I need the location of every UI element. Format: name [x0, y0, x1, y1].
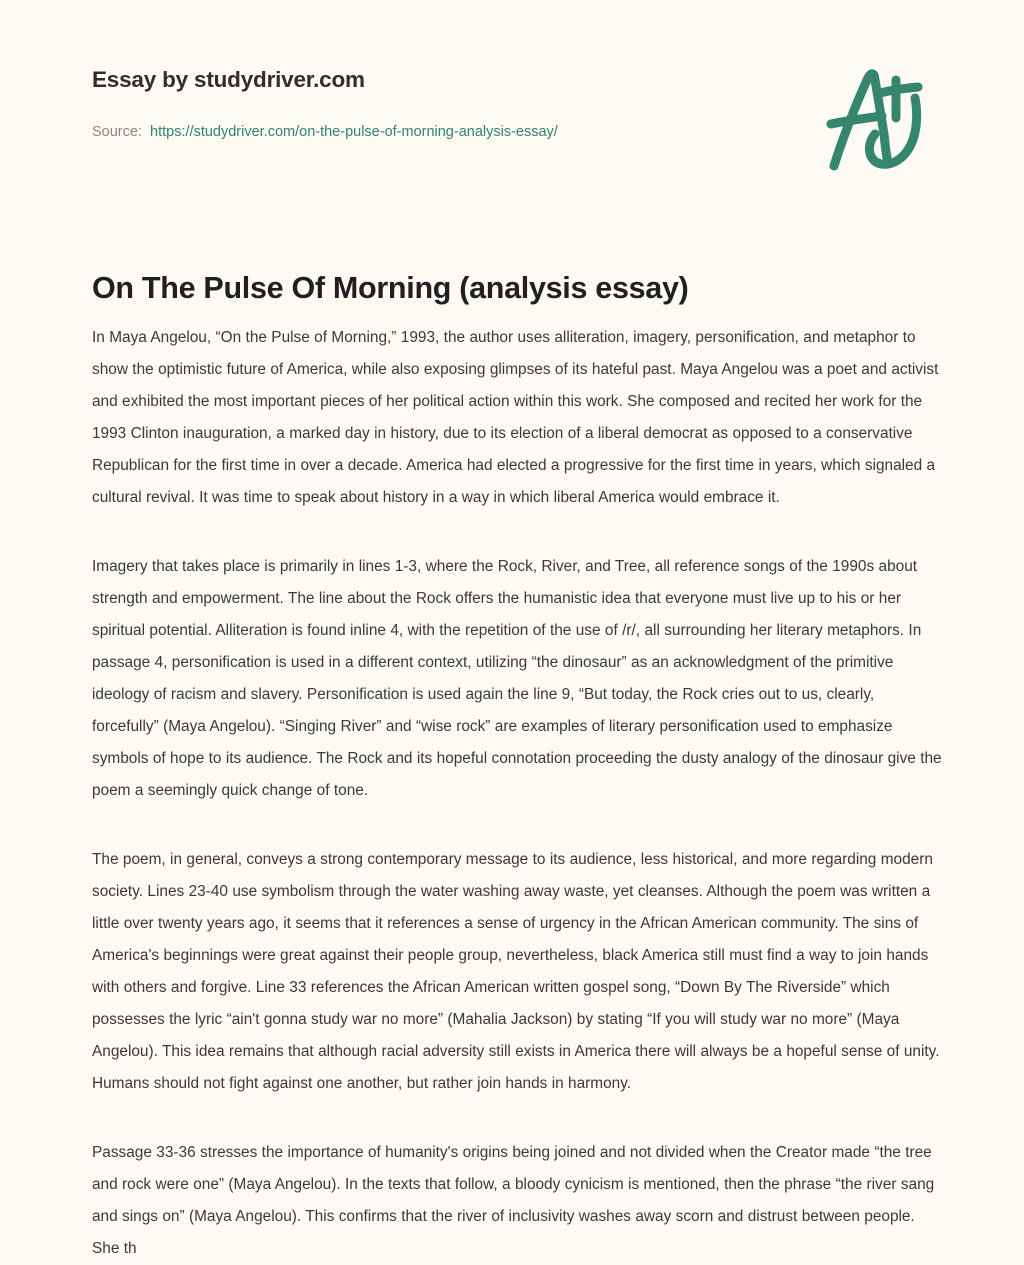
a-plus-logo-icon: [812, 62, 932, 174]
byline: Essay by studydriver.com: [92, 67, 365, 92]
paragraph: In Maya Angelou, “On the Pulse of Morning,” 1993, the author uses alliteration, imagery, personification, and metaphor to show the optimistic future of America, while also exposing glimpses of its hateful past. Maya Angelou was a poet and activist and exhibited the most important pieces of her political action within this work. She composed and recited her work for the 1993 Clinton inauguration, a marked day in history, due to its election of a liberal democrat as opposed to a conservative Republican for the first time in over a decade. America had elected a progressive for the first time in years, which signaled a cultural revival. It was time to speak about history in a way in which liberal America would embrace it.: [92, 329, 939, 506]
page-title: On The Pulse Of Morning (analysis essay): [92, 271, 689, 306]
source-line: [92, 124, 558, 140]
paragraph: The poem, in general, conveys a strong contemporary message to its audience, less historical, and more regarding modern society. Lines 23-40 use symbolism through the water washing away waste, yet cleanses. Although the poem was written a little over twenty years ago, it seems that it references a sense of urgency in the African American community. The sins of America's beginnings were great against their people group, nevertheless, black America still must find a way to join hands with others and forgive. Line 33 references the African American written gospel song, “Down By The Riverside” which possesses the lyric “ain't gonna study war no more” (Mahalia Jackson) by stating “If you will study war no more” (Maya Angelou). This idea remains that although racial adversity still exists in America there will always be a hopeful sense of unity. Humans should not fight against one another, but rather join hands in harmony.: [92, 851, 940, 1092]
studydriver-logo[interactable]: [812, 62, 932, 174]
paragraph: Imagery that takes place is primarily in lines 1-3, where the Rock, River, and Tree, all reference songs of the 1990s about strength and empowerment. The line about the Rock offers the humanistic idea that everyone must live up to his or her spiritual potential. Alliteration is found inline 4, with the repetition of the use of /r/, all surrounding her literary metaphors. In passage 4, personification is used in a different context, utilizing “the dinosaur” as an acknowledgment of the primitive ideology of racism and slavery. Personification is used again the line 9, “But today, the Rock cries out to us, clearly, forcefully” (Maya Angelou). “Singing River” and “wise rock” are examples of literary personification used to emphasize symbols of hope to its audience. The Rock and its hopeful connotation proceeding the dusty analogy of the dinosaur give the poem a seemingly quick change of tone.: [92, 558, 942, 799]
document-header: [0, 0, 1024, 185]
source-label: Source:: [92, 124, 142, 140]
essay-body: [92, 322, 944, 1265]
paragraph: Passage 33-36 stresses the importance of humanity's origins being joined and not divided when the Creator made “the tree and rock were one” (Maya Angelou). In the texts that follow, a bloody cynicism is mentioned, then the phrase “the river sang and sings on” (Maya Angelou). This confirms that the river of inclusivity washes away scorn and distrust between people. She th: [92, 1144, 935, 1257]
source-url-link[interactable]: https://studydriver.com/on-the-pulse-of-morning-analysis-essay/: [150, 124, 558, 140]
